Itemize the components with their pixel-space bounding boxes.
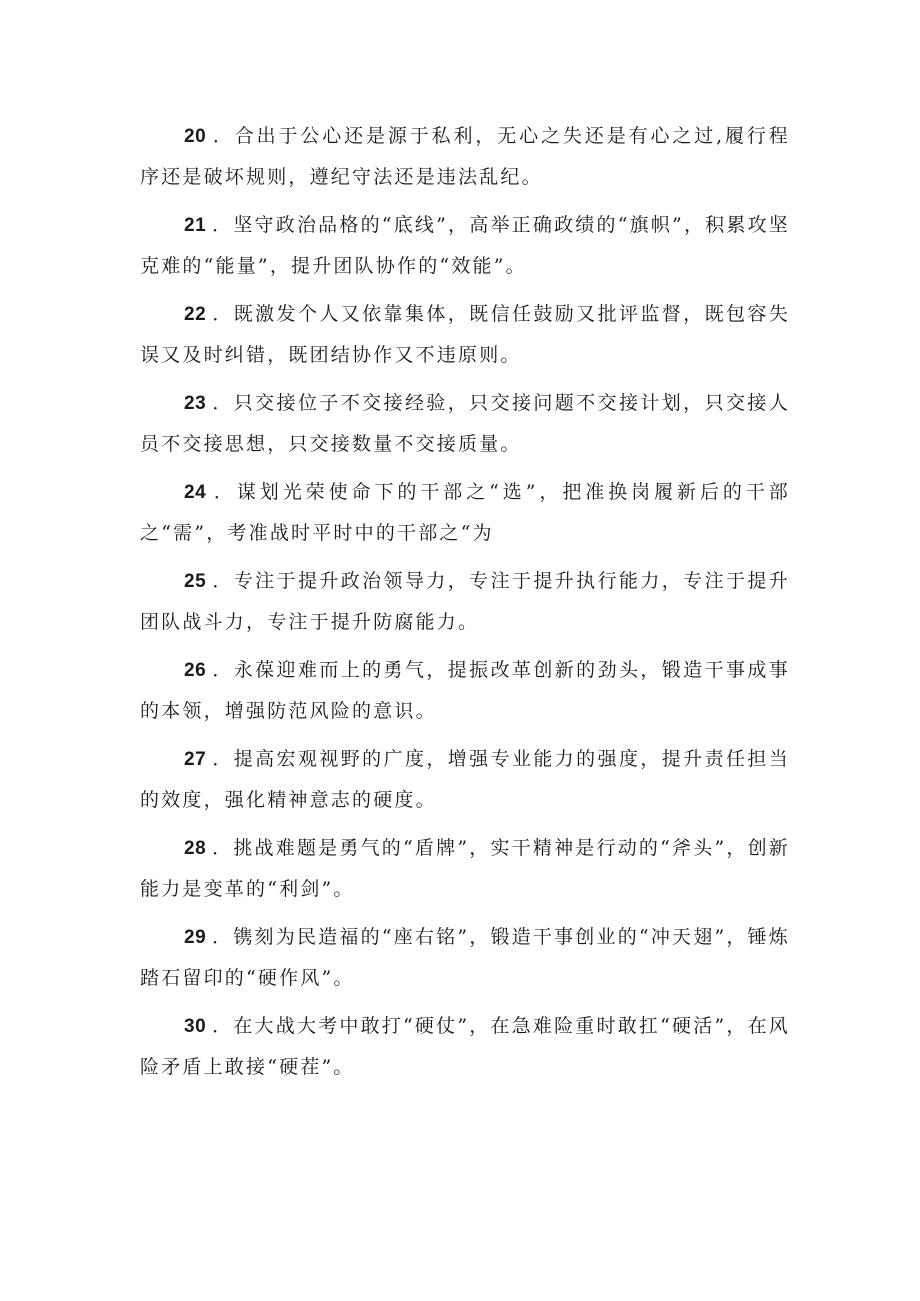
list-item [140, 917, 790, 998]
item-number: 29 [184, 927, 207, 948]
item-text: ．专注于提升政治领导力，专注于提升执行能力，专注于提升团队战斗力，专注于提升防腐能力。 [140, 570, 790, 633]
item-number: 30 [184, 1016, 207, 1037]
item-number: 28 [184, 838, 207, 859]
item-text: ．坚守政治品格的“底线”，高举正确政绩的“旗帜”，积累攻坚克难的“能量”，提升团队协作的“效能”。 [140, 214, 790, 277]
list-item [140, 116, 790, 197]
document-body [140, 116, 790, 1095]
item-text: ．只交接位子不交接经验，只交接问题不交接计划，只交接人员不交接思想，只交接数量不交接质量。 [140, 392, 790, 455]
item-number: 27 [184, 749, 207, 770]
list-item [140, 739, 790, 820]
item-text: ．镌刻为民造福的“座右铭”，锻造干事创业的“冲天翅”，锤炼踏石留印的“硬作风”。 [140, 926, 790, 989]
item-text: ．挑战难题是勇气的“盾牌”，实干精神是行动的“斧头”，创新能力是变革的“利剑”。 [140, 837, 790, 900]
item-text: ．提高宏观视野的广度，增强专业能力的强度，提升责任担当的效度，强化精神意志的硬度。 [140, 748, 790, 811]
item-text: ．合出于公心还是源于私利，无心之失还是有心之过,履行程序还是破坏规则，遵纪守法还是违法乱纪。 [140, 125, 790, 188]
item-text: ．永葆迎难而上的勇气，提振改革创新的劲头，锻造干事成事的本领，增强防范风险的意识。 [140, 659, 790, 722]
list-item [140, 205, 790, 286]
item-number: 23 [184, 393, 207, 414]
item-text: ．既激发个人又依靠集体，既信任鼓励又批评监督，既包容失误又及时纠错，既团结协作又不违原则。 [140, 303, 790, 366]
list-item [140, 561, 790, 642]
item-number: 26 [184, 660, 207, 681]
item-number: 24 [184, 482, 207, 503]
list-item [140, 294, 790, 375]
item-number: 21 [184, 215, 207, 236]
item-number: 22 [184, 304, 207, 325]
list-item [140, 650, 790, 731]
list-item [140, 472, 790, 553]
item-text: ．在大战大考中敢打“硬仗”，在急难险重时敢扛“硬活”，在风险矛盾上敢接“硬茬”。 [140, 1015, 790, 1078]
list-item [140, 828, 790, 909]
list-item [140, 383, 790, 464]
item-number: 25 [184, 571, 207, 592]
item-number: 20 [184, 126, 207, 147]
item-text: ．谋划光荣使命下的干部之“选”，把准换岗履新后的干部之“需”，考准战时平时中的干部之“为 [140, 481, 790, 544]
list-item [140, 1006, 790, 1087]
